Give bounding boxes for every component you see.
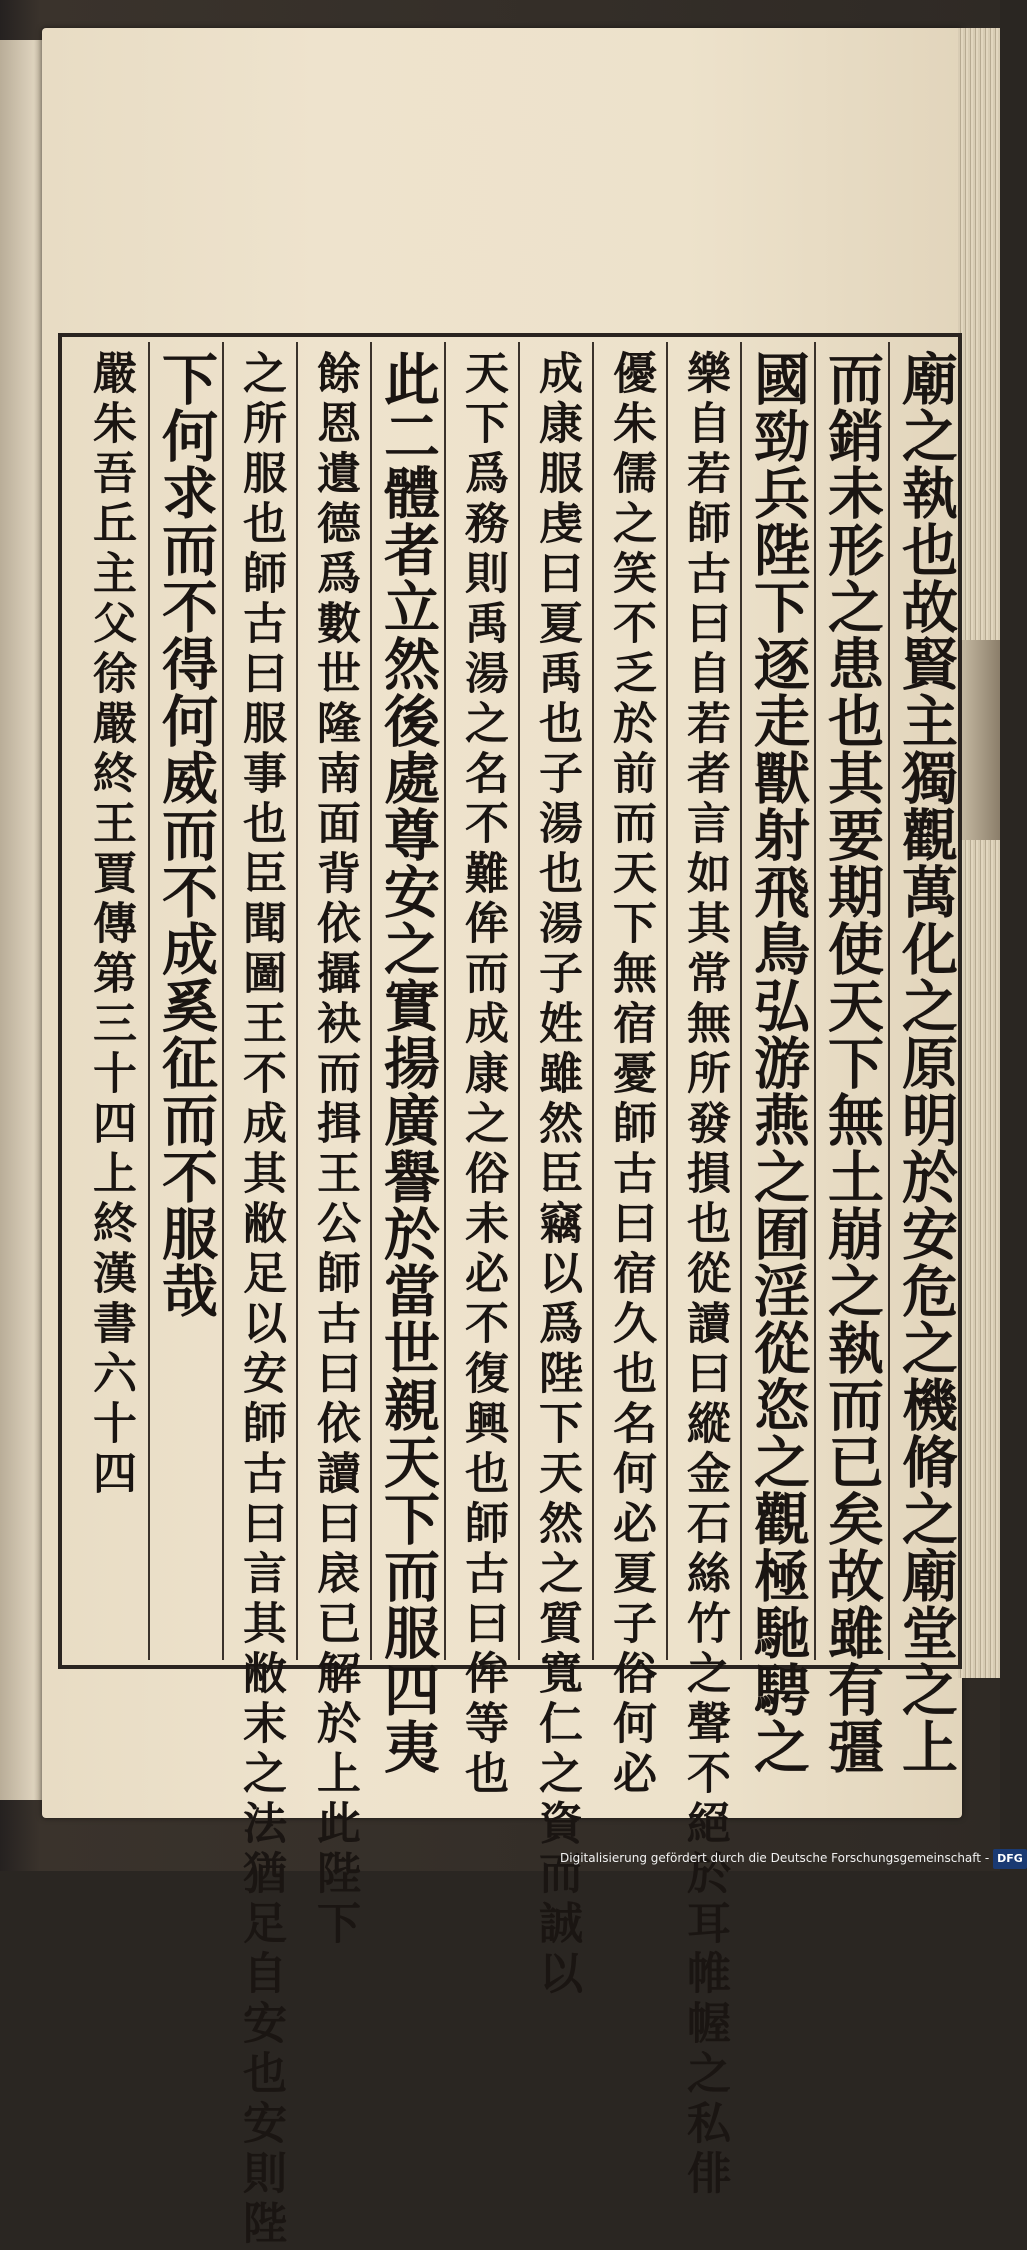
credit-text: Digitalisierung gefördert durch die Deutsche Forschungsgemeinschaft - <box>560 1851 990 1865</box>
text-column-12: 嚴朱吾丘主父徐嚴終王賈傳第三十四上終漢書六十四 <box>85 350 136 1500</box>
text-column-10: 之所服也師古曰服事也臣聞圖王不成其敝足以安師古曰言其敝末之法猶足自安也安則陛 <box>235 350 286 2250</box>
text-column-4: 樂自若師古曰自若者言如其常無所發損也從讀曰縱金石絲竹之聲不絕於耳帷幄之私俳 <box>679 350 730 2200</box>
text-column-9: 餘恩遺德爲數世隆南面背依攝袂而揖王公師古曰依讀曰扆已解於上此陛下 <box>309 350 360 1950</box>
margin-tab <box>960 640 1000 840</box>
text-column-8: 此二體者立然後處尊安之實揚廣譽於當世親天下而服四夷 <box>375 350 441 1775</box>
left-page-edge <box>0 40 48 1800</box>
text-column-7: 天下爲務則禹湯之名不難侔而成康之俗未必不復興也師古曰侔等也 <box>457 350 508 1800</box>
text-column-11: 下何求而不得何威而不成奚征而不服哉 <box>153 350 219 1319</box>
digitization-credit <box>560 1848 1023 1868</box>
text-column-1: 廟之執也故賢主獨觀萬化之原明於安危之機脩之廟堂之上 <box>893 350 959 1775</box>
text-column-3: 國勁兵陛下逐走獸射飛鳥弘游燕之囿淫從恣之觀極馳騁之 <box>745 350 811 1775</box>
text-column-5: 優朱儒之笑不乏於前而天下無宿憂師古曰宿久也名何必夏子俗何必 <box>605 350 656 1800</box>
page-stack-edge <box>958 28 1000 1678</box>
text-column-2: 而銷未形之患也其要期使天下無土崩之執而已矣故雖有彊 <box>819 350 885 1775</box>
text-column-6: 成康服虔曰夏禹也子湯也湯子姓雖然臣竊以爲陛下天然之質寬仁之資而誠以 <box>531 350 582 2000</box>
dfg-logo: DFG <box>993 1849 1027 1869</box>
